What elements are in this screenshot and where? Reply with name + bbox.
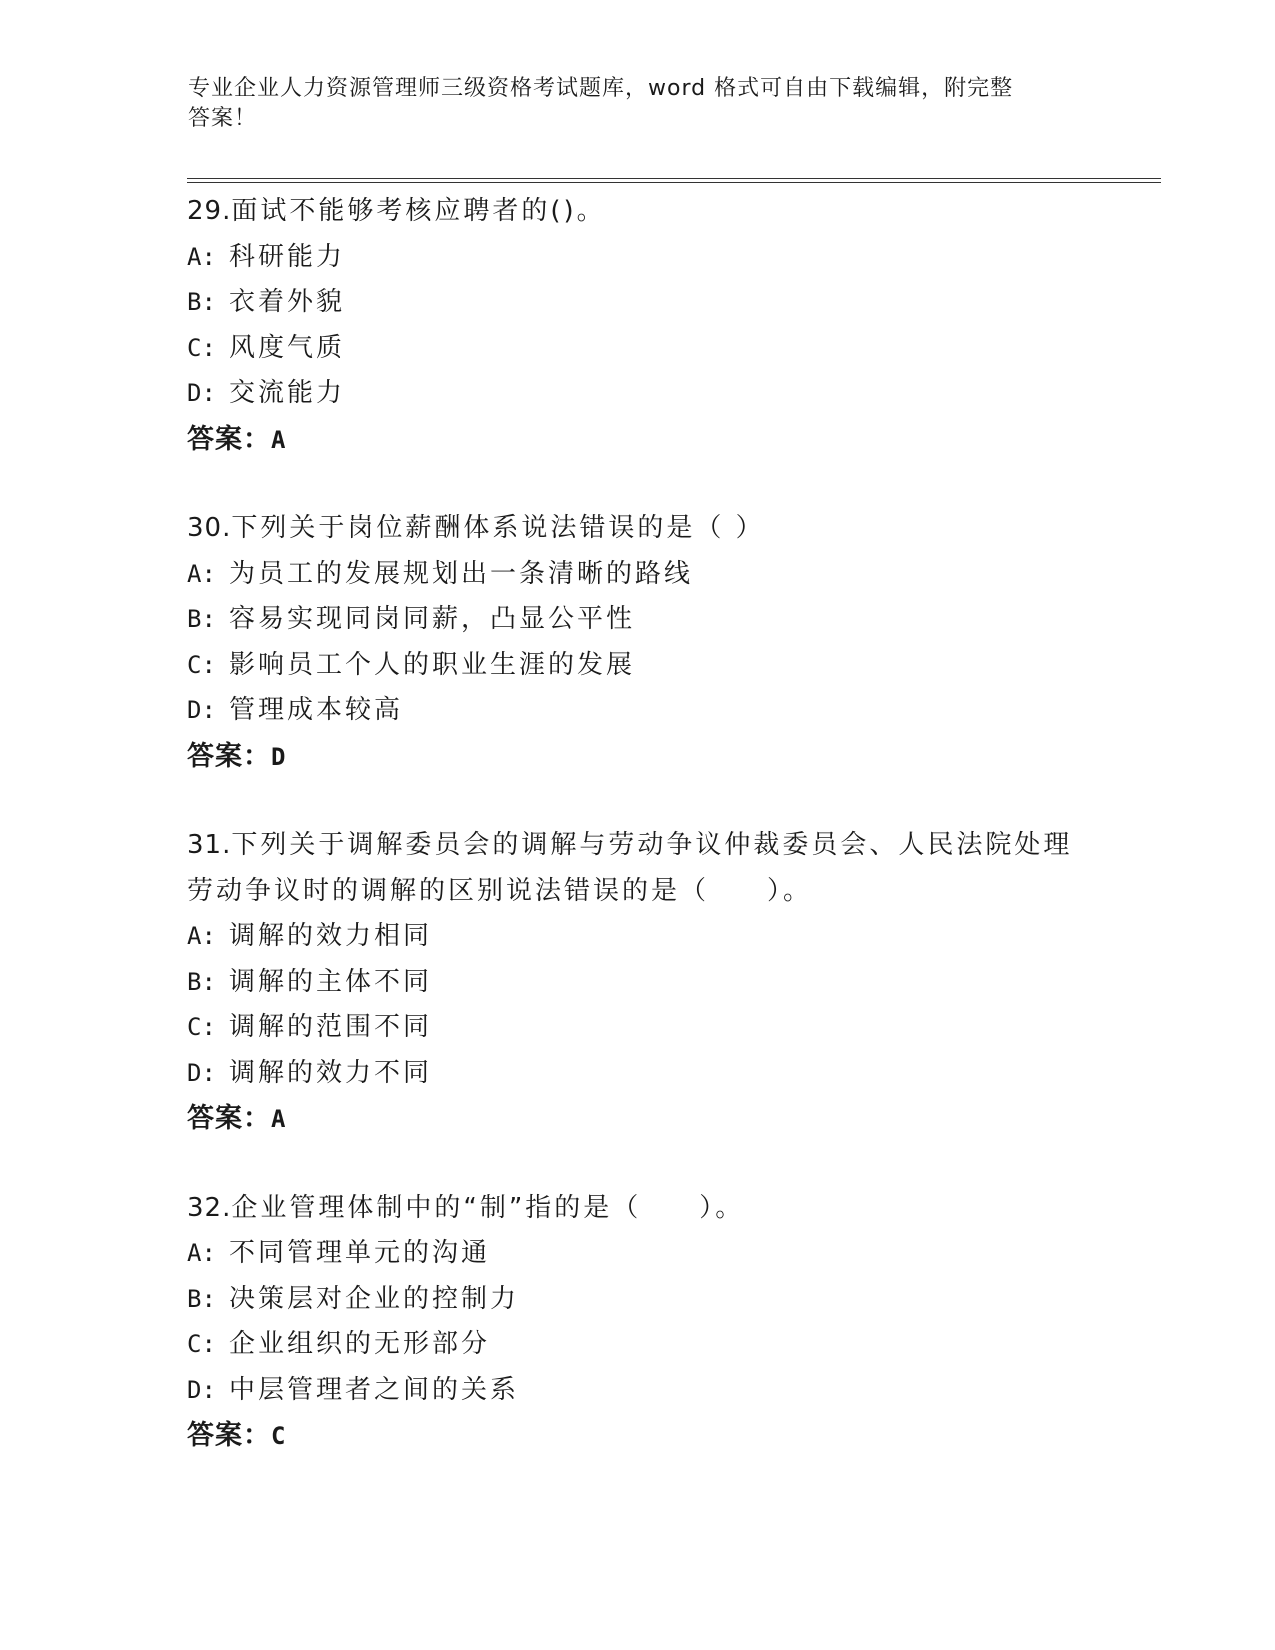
option-a [187, 552, 1087, 598]
option-key: A: [187, 559, 216, 588]
option-key: B: [187, 288, 216, 316]
answer-value: A [271, 425, 287, 454]
option-text: 影响员工个人的职业生涯的发展 [229, 649, 636, 680]
option-key: C: [187, 650, 216, 679]
answer-line [187, 1413, 1087, 1460]
option-d [187, 1051, 1087, 1097]
option-key: B: [187, 605, 216, 633]
option-text: 调解的效力不同 [229, 1057, 433, 1088]
question-stem-text: 企业管理体制中的“制”指的是（ ）。 [231, 1192, 745, 1223]
option-c [187, 643, 1087, 689]
question-29 [187, 189, 1087, 463]
header-divider-top [187, 178, 1161, 179]
question-number: 31. [187, 830, 232, 860]
option-key: D: [187, 1058, 216, 1087]
header-divider-bottom [187, 182, 1161, 183]
question-stem [187, 189, 1087, 235]
question-stem-continued: 劳动争议时的调解的区别说法错误的是（ ）。 [187, 875, 813, 906]
option-c [187, 326, 1087, 372]
option-key: C: [187, 333, 216, 362]
answer-label: 答案： [187, 1420, 271, 1451]
option-d [187, 688, 1087, 734]
header-line-2: 答案！ [188, 106, 258, 131]
question-stem-text: 下列关于调解委员会的调解与劳动争议仲裁委员会、人民法院处理 [231, 830, 1073, 860]
option-b [187, 960, 1087, 1006]
question-32 [187, 1186, 1087, 1460]
answer-label: 答案： [187, 423, 271, 455]
question-stem-text: 下列关于岗位薪酬体系说法错误的是（ ） [231, 513, 765, 543]
question-number: 29. [187, 196, 232, 226]
question-stem [187, 506, 1087, 552]
question-stem-text: 面试不能够考核应聘者的()。 [231, 196, 606, 226]
option-b [187, 280, 1087, 326]
option-a [187, 914, 1087, 960]
question-30 [187, 506, 1087, 780]
option-text: 决策层对企业的控制力 [229, 1283, 520, 1314]
option-text: 企业组织的无形部分 [229, 1329, 491, 1359]
question-number: 32. [187, 1192, 232, 1223]
option-text: 容易实现同岗同薪，凸显公平性 [229, 604, 636, 634]
answer-label: 答案： [187, 740, 271, 772]
option-key: A: [187, 1239, 216, 1267]
answer-line [187, 417, 1087, 464]
option-text: 管理成本较高 [229, 695, 404, 725]
option-text: 为员工的发展规划出一条清晰的路线 [229, 558, 694, 589]
option-key: D: [187, 1375, 216, 1404]
option-text: 风度气质 [229, 332, 346, 363]
option-key: C: [187, 1013, 216, 1041]
answer-value: C [271, 1422, 287, 1450]
question-stem [187, 1186, 1087, 1232]
question-stem [187, 823, 1087, 869]
option-text: 调解的效力相同 [229, 921, 433, 951]
answer-line [187, 1096, 1087, 1143]
option-key: C: [187, 1330, 216, 1358]
option-a [187, 235, 1087, 281]
option-text: 中层管理者之间的关系 [229, 1374, 520, 1405]
document-header [188, 74, 1088, 134]
option-key: D: [187, 696, 216, 724]
option-c [187, 1322, 1087, 1368]
option-b [187, 1277, 1087, 1323]
option-key: A: [187, 242, 216, 271]
answer-value: A [271, 1105, 287, 1133]
option-text: 调解的范围不同 [229, 1012, 433, 1042]
question-31 [187, 823, 1087, 1143]
option-text: 衣着外貌 [229, 287, 346, 317]
option-d [187, 1368, 1087, 1414]
option-key: B: [187, 1284, 216, 1313]
option-key: B: [187, 967, 216, 996]
answer-value: D [271, 742, 287, 771]
answer-label: 答案： [187, 1103, 271, 1134]
header-line-1: 专业企业人力资源管理师三级资格考试题库，word 格式可自由下载编辑，附完整 [188, 76, 1014, 101]
option-key: A: [187, 922, 216, 950]
question-number: 30. [187, 513, 232, 543]
option-a [187, 1231, 1087, 1277]
option-c [187, 1005, 1087, 1051]
option-d [187, 371, 1087, 417]
option-key: D: [187, 379, 216, 407]
answer-line [187, 734, 1087, 781]
option-text: 科研能力 [229, 241, 346, 272]
option-b [187, 597, 1087, 643]
option-text: 交流能力 [229, 378, 346, 408]
option-text: 不同管理单元的沟通 [229, 1238, 491, 1268]
option-text: 调解的主体不同 [229, 966, 433, 997]
question-list [187, 189, 1087, 1503]
